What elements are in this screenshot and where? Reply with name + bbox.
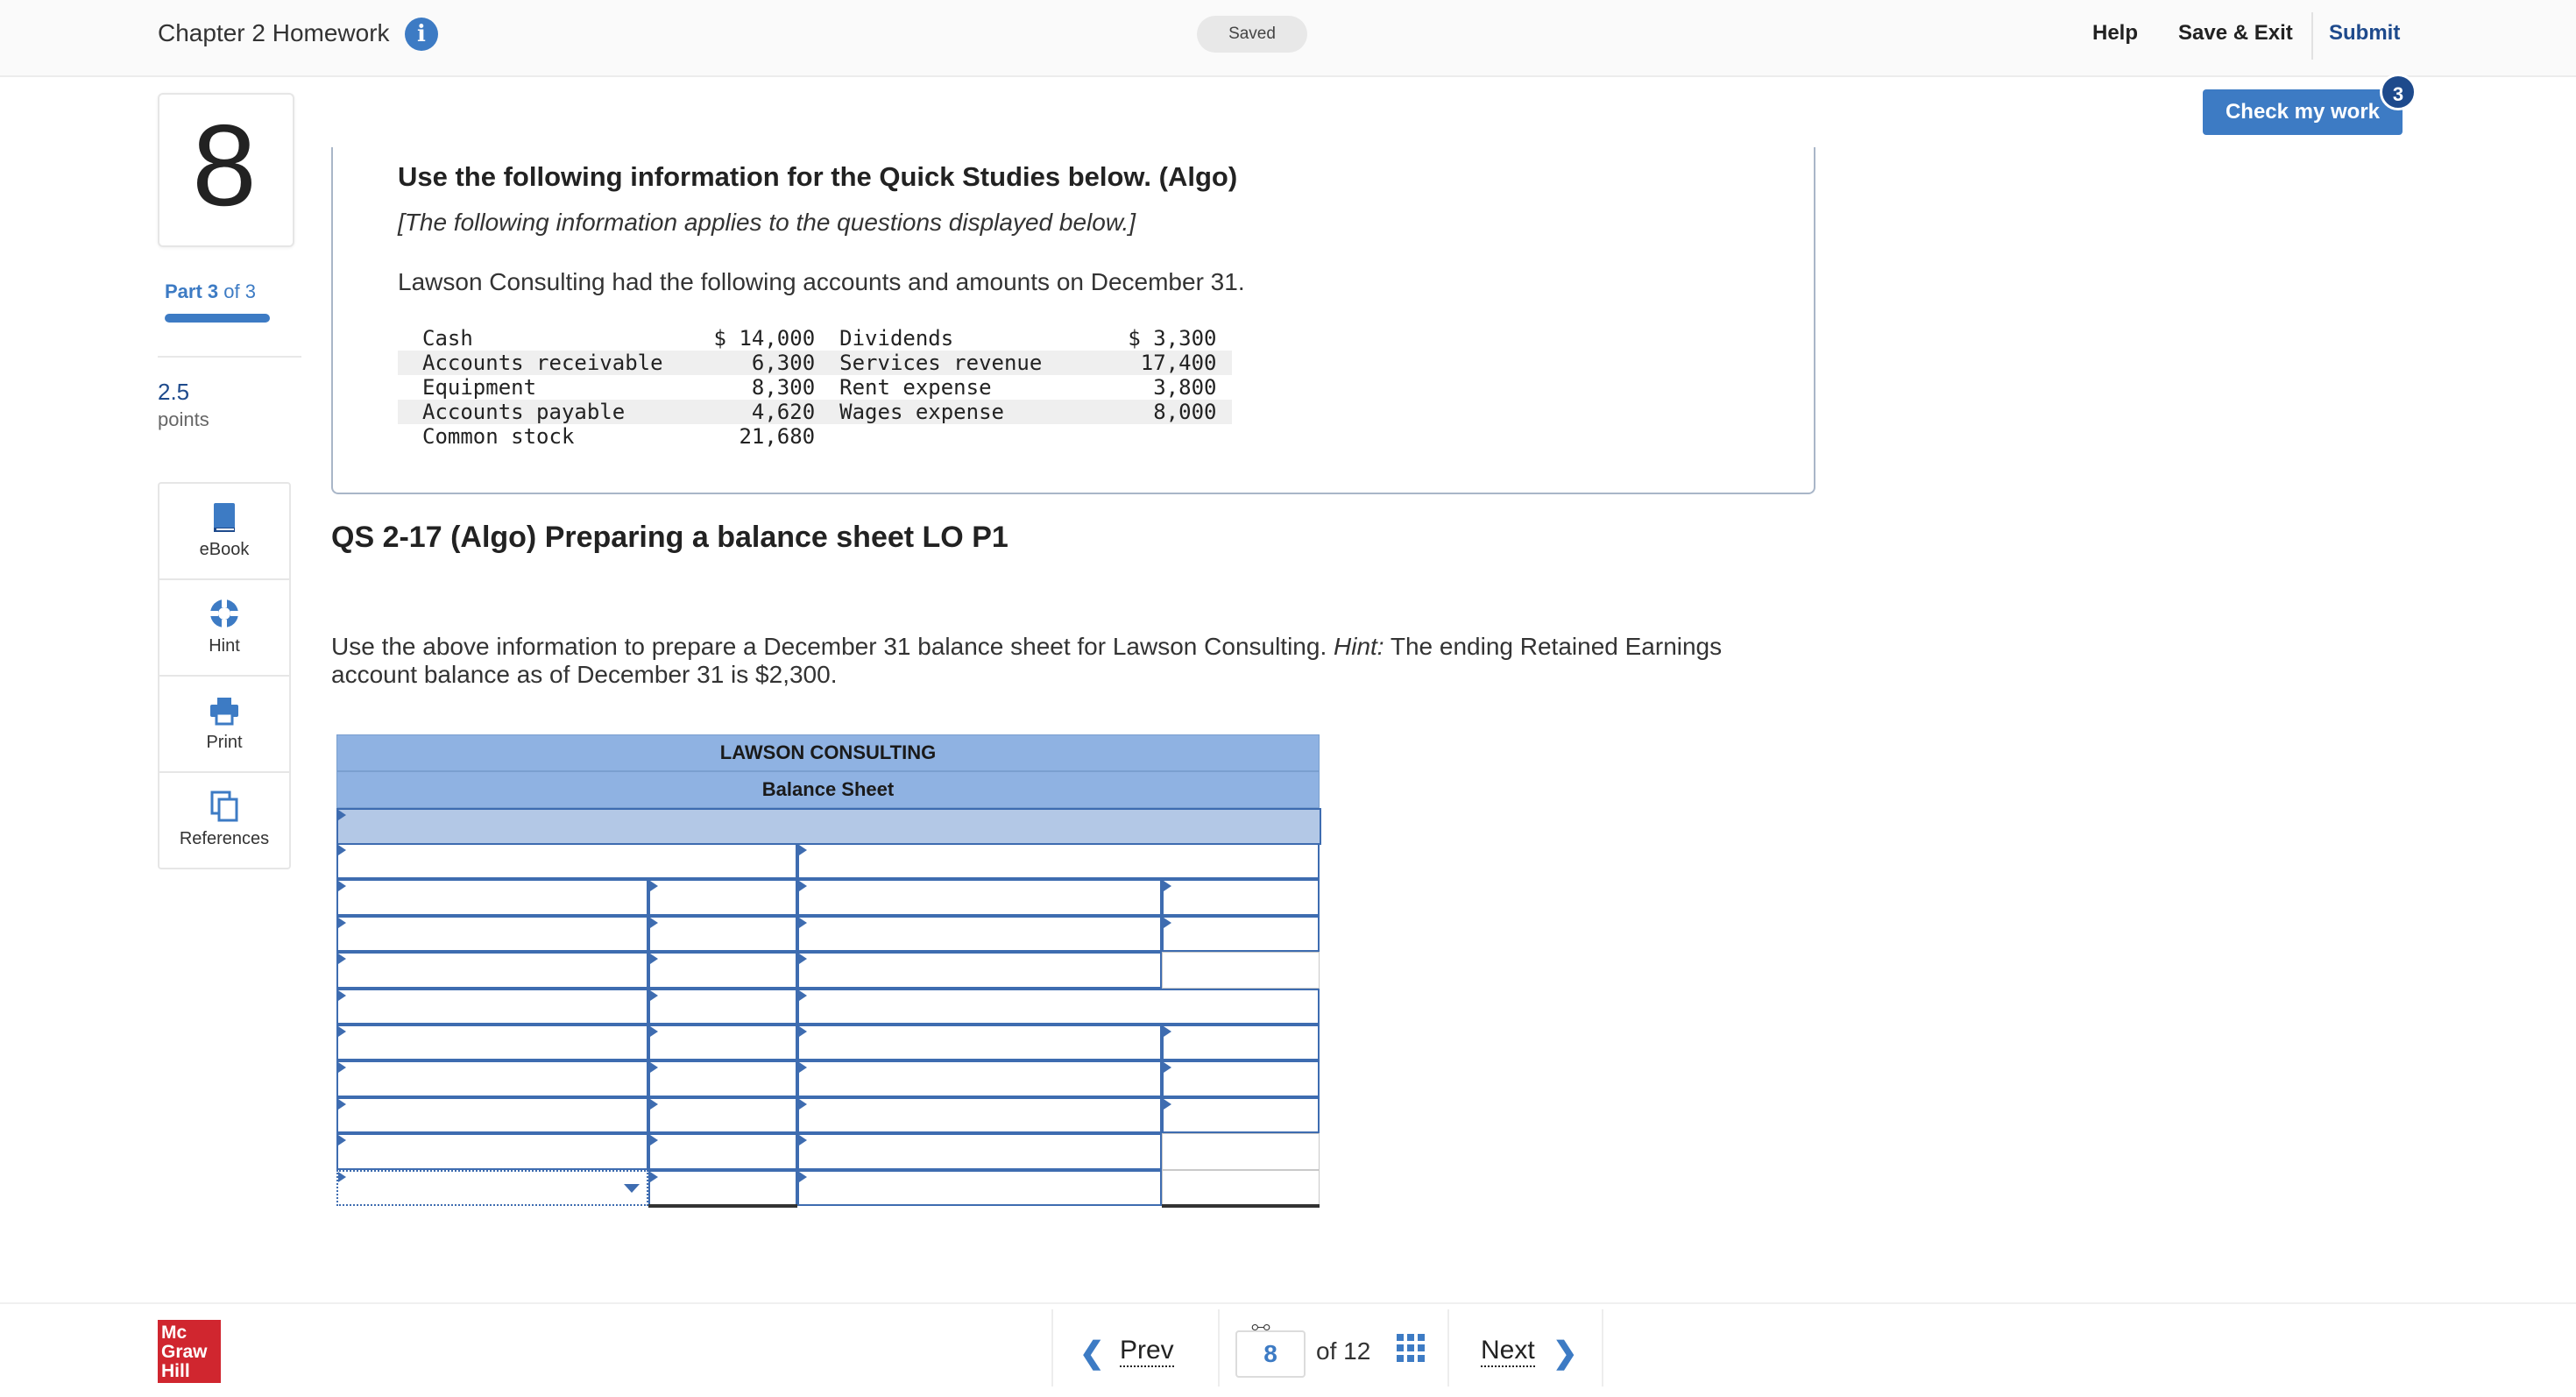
worksheet-input-cell[interactable]: [648, 916, 797, 952]
account-amount: $ 14,000: [713, 326, 816, 351]
input-marker-icon: [1164, 881, 1171, 891]
input-marker-icon: [799, 1172, 807, 1182]
input-marker-icon: [650, 990, 658, 1001]
lifebuoy-icon: [207, 596, 242, 631]
submit-link[interactable]: Submit: [2329, 21, 2401, 45]
worksheet-input-cell[interactable]: [648, 1097, 797, 1133]
part-progress-bar: [165, 314, 270, 323]
input-marker-icon: [650, 1099, 658, 1110]
accounts-table: [398, 326, 1232, 449]
logo-text: Hill: [161, 1361, 190, 1381]
footer-divider: [0, 1302, 2576, 1304]
input-marker-icon: [650, 1172, 658, 1182]
worksheet-input-cell[interactable]: [1162, 1025, 1320, 1060]
worksheet-input-cell[interactable]: [648, 1170, 797, 1206]
input-marker-icon: [799, 918, 807, 928]
help-link[interactable]: Help: [2092, 21, 2139, 45]
account-name: Accounts receivable: [398, 351, 679, 375]
account-amount: [1058, 424, 1232, 449]
worksheet-input-cell[interactable]: [648, 1025, 797, 1060]
account-name: Equipment: [422, 375, 537, 400]
link-icon: ⧟: [1251, 1315, 1271, 1337]
input-marker-icon: [338, 990, 346, 1001]
worksheet-company: LAWSON CONSULTING: [336, 734, 1320, 771]
worksheet-input-cell[interactable]: [336, 1097, 648, 1133]
save-exit-link[interactable]: Save & Exit: [2178, 21, 2293, 45]
worksheet-input-cell[interactable]: [336, 879, 648, 915]
input-marker-icon: [799, 881, 807, 891]
pager-divider: [1447, 1309, 1449, 1386]
assignment-title: Chapter 2 Homework: [158, 19, 390, 46]
input-marker-icon: [650, 954, 658, 964]
input-marker-icon: [1164, 1062, 1171, 1073]
input-marker-icon: [650, 1026, 658, 1037]
input-marker-icon: [650, 918, 658, 928]
worksheet-input-cell[interactable]: [797, 1025, 1162, 1060]
input-marker-icon: [799, 990, 807, 1001]
table-row: [398, 424, 1232, 449]
input-marker-icon: [338, 881, 346, 891]
question-title: QS 2-17 (Algo) Preparing a balance sheet LO P1: [331, 521, 1008, 554]
input-marker-icon: [799, 1099, 807, 1110]
points-label: points: [158, 408, 209, 430]
input-marker-icon: [799, 1026, 807, 1037]
worksheet-static-cell: [1162, 952, 1320, 988]
ebook-label: eBook: [199, 540, 250, 559]
total-underline: [1162, 1204, 1320, 1208]
worksheet-input-cell[interactable]: [797, 916, 1162, 952]
worksheet-date-input[interactable]: [336, 808, 1321, 845]
input-marker-icon: [338, 1135, 346, 1145]
copy-icon: [207, 789, 242, 824]
references-label: References: [179, 829, 270, 848]
references-button[interactable]: [159, 773, 289, 868]
part-total: of 3: [218, 280, 256, 302]
question-text: [331, 633, 1768, 689]
account-amount: 8,000: [1058, 400, 1232, 424]
check-my-work-button[interactable]: Check my work: [2203, 89, 2403, 135]
hint-word: Hint:: [1334, 633, 1384, 660]
worksheet-input-cell[interactable]: [797, 952, 1162, 988]
book-icon: [207, 500, 242, 535]
check-attempts-badge: 3: [2380, 74, 2417, 110]
input-marker-icon: [799, 954, 807, 964]
worksheet-input-cell[interactable]: [797, 1170, 1162, 1206]
account-amount: $ 3,300: [1128, 326, 1217, 351]
input-marker-icon: [338, 1172, 346, 1182]
info-heading: Use the following information for the Quick Studies below. (Algo): [398, 161, 1238, 192]
worksheet-input-cell[interactable]: [648, 989, 797, 1025]
worksheet-input-cell[interactable]: [336, 1060, 648, 1096]
worksheet-statement: Balance Sheet: [336, 771, 1320, 808]
tools-panel: [158, 482, 291, 869]
input-marker-icon: [1164, 1099, 1171, 1110]
question-text-b: The ending Retained Earnings account balance as of December 31 is $2,300.: [331, 633, 1723, 688]
info-icon[interactable]: i: [405, 18, 438, 51]
mcgraw-hill-logo: [158, 1320, 221, 1383]
input-marker-icon: [799, 1135, 807, 1145]
worksheet-input-cell[interactable]: [1162, 916, 1320, 952]
worksheet-input-cell[interactable]: [797, 1133, 1162, 1169]
worksheet-input-cell[interactable]: [648, 1133, 797, 1169]
hint-label: Hint: [209, 636, 240, 656]
input-marker-icon: [338, 918, 346, 928]
worksheet-input-cell[interactable]: [1162, 1097, 1320, 1133]
worksheet-input-cell[interactable]: [336, 989, 648, 1025]
current-page-box[interactable]: 8: [1235, 1330, 1306, 1378]
header-divider: [2311, 12, 2313, 60]
account-amount: 6,300: [679, 351, 816, 375]
saved-status-badge: Saved: [1197, 16, 1307, 53]
worksheet-input-cell[interactable]: [1162, 879, 1320, 915]
worksheet-input-cell[interactable]: [336, 952, 648, 988]
account-name: Dividends: [839, 326, 954, 351]
input-marker-icon: [650, 1062, 658, 1073]
account-amount: 3,800: [1153, 375, 1217, 400]
grid-icon[interactable]: [1397, 1334, 1425, 1362]
question-text-a: Use the above information to prepare a December 31 balance sheet for Lawson Consulting.: [331, 633, 1334, 660]
part-indicator: [165, 280, 256, 303]
prev-link[interactable]: Prev: [1120, 1336, 1174, 1367]
input-marker-icon: [799, 845, 807, 855]
logo-text: Mc: [161, 1323, 188, 1343]
print-button[interactable]: [159, 677, 289, 773]
account-name: Cash: [422, 326, 473, 351]
pager-divider: [1051, 1309, 1053, 1386]
chevron-right-icon[interactable]: ❯: [1553, 1337, 1578, 1370]
total-underline: [648, 1204, 797, 1208]
worksheet-input-cell[interactable]: [336, 1133, 648, 1169]
worksheet-input-cell[interactable]: [797, 879, 1162, 915]
ebook-button[interactable]: [159, 484, 289, 580]
input-marker-icon: [338, 845, 346, 855]
input-marker-icon: [338, 1062, 346, 1073]
input-marker-icon: [338, 1026, 346, 1037]
left-divider: [158, 356, 301, 358]
account-dropdown[interactable]: [336, 1170, 648, 1206]
worksheet-input-cell[interactable]: [648, 1060, 797, 1096]
input-marker-icon: [1164, 918, 1171, 928]
input-marker-icon: [338, 954, 346, 964]
account-name: Common stock: [422, 424, 575, 449]
account-name: [815, 424, 1058, 449]
account-amount: 17,400: [1058, 351, 1232, 375]
input-marker-icon: [1164, 1026, 1171, 1037]
input-marker-icon: [338, 810, 346, 820]
chevron-left-icon[interactable]: ❮: [1079, 1337, 1105, 1370]
input-marker-icon: [799, 1062, 807, 1073]
worksheet-static-cell: [1162, 1133, 1320, 1169]
pager-divider: [1218, 1309, 1220, 1386]
caret-down-icon[interactable]: [624, 1184, 640, 1193]
pager-divider: [1602, 1309, 1603, 1386]
account-name: Rent expense: [839, 375, 992, 400]
worksheet-input-cell[interactable]: [797, 843, 1320, 879]
worksheet-input-cell[interactable]: [336, 843, 797, 879]
worksheet-input-cell[interactable]: [797, 989, 1320, 1025]
points-value: 2.5: [158, 379, 190, 405]
worksheet-input-cell[interactable]: [1162, 1060, 1320, 1096]
print-label: Print: [206, 733, 243, 752]
worksheet-input-cell[interactable]: [797, 1097, 1162, 1133]
worksheet-input-cell[interactable]: [336, 916, 648, 952]
table-row: [398, 400, 1232, 424]
hint-button[interactable]: [159, 580, 289, 677]
table-row: [398, 351, 1232, 375]
table-row: [398, 375, 1232, 400]
info-intro: Lawson Consulting had the following accounts and amounts on December 31.: [398, 268, 1245, 295]
input-marker-icon: [338, 1099, 346, 1110]
question-number: 8: [192, 101, 257, 230]
printer-icon: [207, 692, 242, 727]
worksheet-input-cell[interactable]: [648, 952, 797, 988]
worksheet-input-cell[interactable]: [648, 879, 797, 915]
next-link[interactable]: Next: [1481, 1336, 1535, 1367]
part-current: Part 3: [165, 280, 219, 302]
input-marker-icon: [650, 1135, 658, 1145]
account-amount: 8,300: [751, 375, 816, 400]
input-marker-icon: [650, 881, 658, 891]
account-name: Wages expense: [815, 400, 1058, 424]
table-row: [398, 326, 1232, 351]
logo-text: Graw: [161, 1342, 208, 1362]
account-amount: 4,620: [679, 400, 816, 424]
info-subheading: [The following information applies to the questions displayed below.]: [398, 209, 1136, 236]
account-name: Accounts payable: [398, 400, 679, 424]
worksheet-input-cell[interactable]: [336, 1025, 648, 1060]
account-name: Services revenue: [815, 351, 1058, 375]
worksheet-static-cell: [1162, 1170, 1320, 1206]
page-total: of 12: [1316, 1337, 1371, 1365]
worksheet-input-cell[interactable]: [797, 1060, 1162, 1096]
account-amount: 21,680: [739, 424, 816, 449]
